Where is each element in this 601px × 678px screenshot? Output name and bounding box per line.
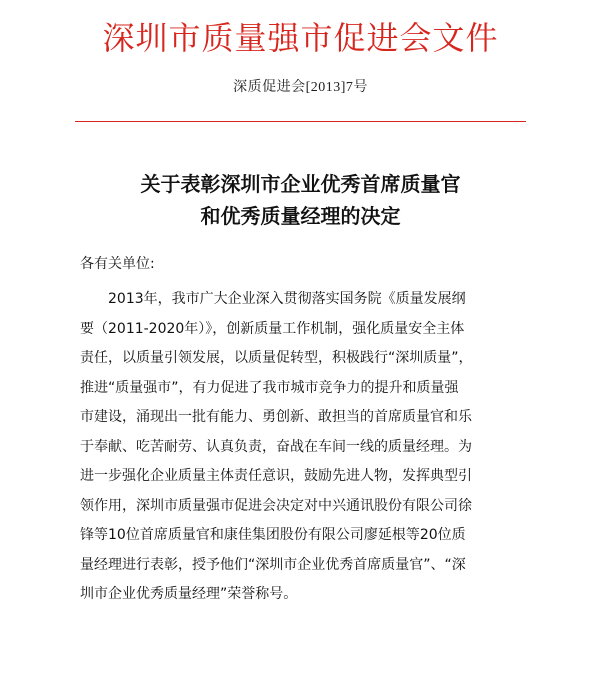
red-divider	[75, 121, 526, 122]
issuer-header: 深圳市质量强市促进会文件	[102, 19, 499, 57]
document-number: 深质促进会[2013]7号	[233, 80, 368, 95]
title-line-1: 关于表彰深圳市企业优秀首席质量官	[140, 172, 461, 196]
title-line-2: 和优秀质量经理的决定	[200, 204, 401, 228]
salutation: 各有关单位:	[80, 256, 155, 272]
body-paragraph: 2013年，我市广大企业深入贯彻落实国务院《质量发展纲 要（2011-2020年）》，创新质量工作机制，强化质量安全主体 责任，以质量引领发展，以质量促转型，积极践行“深圳质量”， 推进“质量强市”，有力促进了我市城市竞争力的提升和质量强 市建设，涌现出一批有能力、勇创新、敢担当的首席质量官和乐 于奉献、吃苦耐劳、认真负责，奋战在车间一线的质量经理。为 进一步强化企业质量主体责任意识，鼓励先进人物，发挥典型引 领作用，深圳市质量强市促进会决定对中兴通讯股份有限公司徐 锋等10位首席质量官和康佳集团股份有限公司廖延根等20位质 量经理进行表彰，授予他们“深圳市企业优秀首席质量官”、“深 圳市企业优秀质量经理”荣誉称号。	[80, 291, 473, 602]
